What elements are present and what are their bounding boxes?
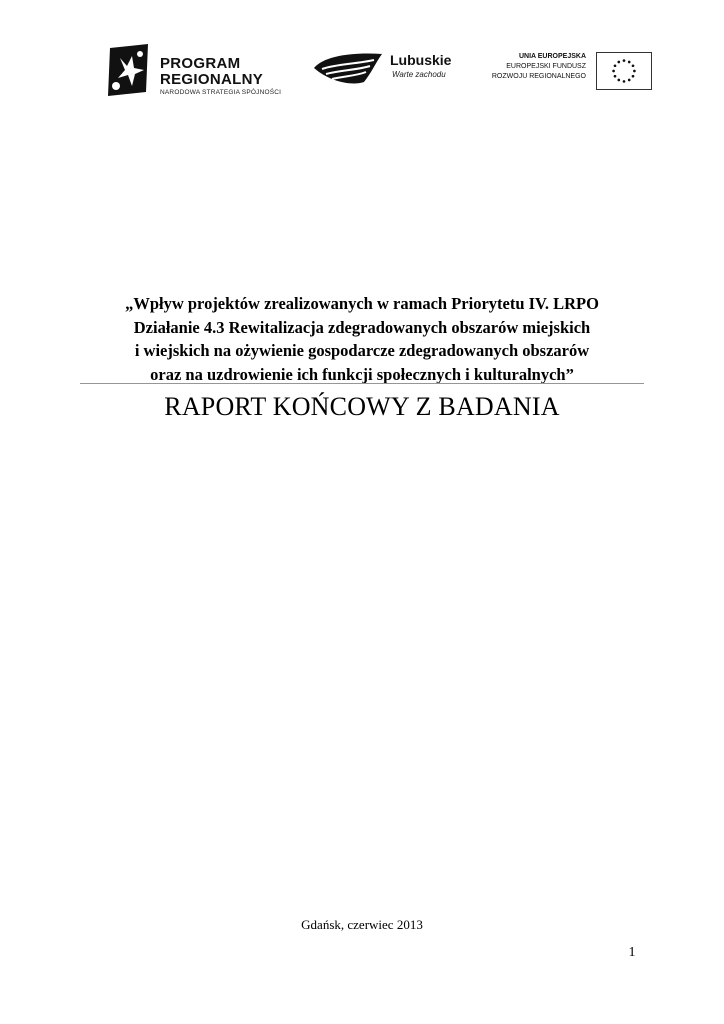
eu-logo-line3: ROZWOJU REGIONALNEGO [491, 73, 586, 80]
eu-logo [480, 46, 656, 96]
study-title-line: Działanie 4.3 Rewitalizacja zdegradowanych obszarów miejskich [133, 317, 591, 337]
logo-header [100, 40, 656, 102]
program-logo-line1: PROGRAM [160, 55, 241, 72]
study-title-line: „Wpływ projektów zrealizowanych w ramach Priorytetu IV. LRPO [125, 294, 599, 313]
study-title-line: oraz na uzdrowienie ich funkcji społecznych i kulturalnych” [150, 364, 574, 384]
page-number: 1 [628, 945, 636, 960]
study-title-line: i wiejskich na ożywienie gospodarcze zdegradowanych obszarów [134, 341, 590, 360]
study-title [70, 292, 654, 386]
program-logo-line3: NARODOWA STRATEGIA SPÓJNOŚCI [160, 89, 282, 96]
eu-logo-text [492, 52, 586, 82]
program-logo-line2: REGIONALNY [160, 71, 264, 88]
eu-logo-line1: UNIA EUROPEJSKA [518, 53, 586, 60]
program-regionalny-emblem-icon [104, 42, 152, 98]
lubuskie-logo [312, 48, 462, 94]
title-divider [80, 383, 644, 384]
lubuskie-emblem-icon [312, 52, 384, 88]
place-date: Gdańsk, czerwiec 2013 [301, 917, 423, 932]
lubuskie-name: Lubuskie [390, 52, 452, 68]
program-regionalny-logo [104, 42, 294, 100]
lubuskie-tagline: Warte zachodu [392, 70, 446, 79]
eu-stars-flag-icon [596, 52, 652, 90]
eu-logo-line2: EUROPEJSKI FUNDUSZ [506, 63, 586, 70]
report-title: RAPORT KOŃCOWY Z BADANIA [164, 392, 560, 421]
